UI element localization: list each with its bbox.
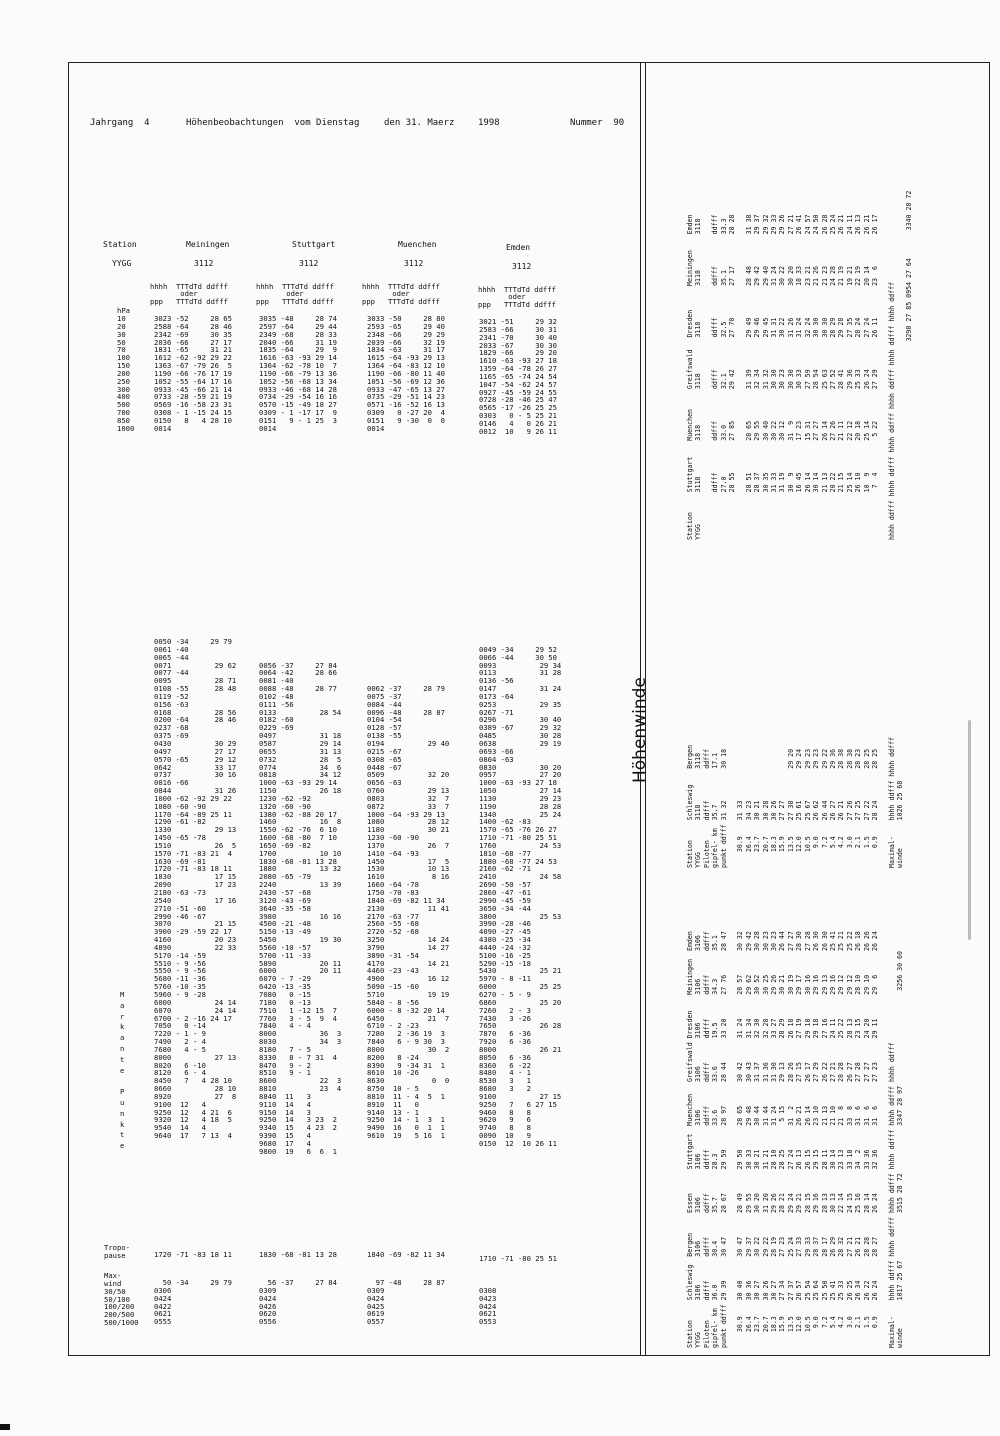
hoehenwinde-title: Höhenwinde [630,677,650,783]
maxwind-values: 50 -34 29 79 0306 0424 0422 0621 0555 [154,1278,232,1327]
report-title: Höhenbeobachtungen vom Dienstag [186,118,360,128]
column-header: hhhh TTTdTd ddfff [150,282,228,291]
significant-points-emden: 0049 -34 29 52 0066 -44 30 50 0093 29 34 0113 31 28 0136 -56 0147 31 24 0173 -64 0253 29 35 0267 -71 0296 30 40 0389 -67 29 32 0485 30 28 0638 29 19 0693 -66 0804 -63 0830 30 20 0957 27 20 1000 -63 -93 27 18 1050 27 14 1130 29 23 1190 28 28 1340 25 24 1400 -62 -83 1570 -65 -76 26 27 1710 -71 -80 25 51 1760 24 53 1810 -68 -77 1880 -68 -77 24 53 2160 -62 -71 2410 24 58 2690 -50 -57 2860 -47 -61 2990 -45 -59 3650 -34 -44 3800 25 53 3990 -28 -46 4090 -27 -45 4380 -25 -34 4440 -24 -32 5100 -16 -25 5290 -15 -18 5430 25 21 5970 - 8 -11 6000 25 25 6270 - 5 - 9 6860 25 20 7260 2 - 3 7430 3 -26 7650 26 28 7870 6 -36 7920 6 -36 8000 26 21 8050 6 -36 8360 6 -22 8480 4 - 1 8530 3 1 8680 3 2 9100 27 15 9250 7 6 27 15 9460 8 8 9620 9 6 9740 8 8 0090 10 9 0150 12 10 26 11 [479,644,562,1148]
significant-points-stuttgart: 0056 -37 27 84 0064 -42 28 66 0081 -40 0088 -48 28 77 0102 -48 0111 -56 0133 28 54 0182 -60 0229 -69 0497 31 18 0587 29 14 0655 31 13 0732 28 5 0774 34 6 0818 34 12 1000 -63 -93 29 14 1150 26 18 1230 -62 -92 1320 -60 -90 1380 -62 -88 20 17 1460 16 8 1550 -62 -76 6 10 1600 -68 -80 7 10 1650 -69 -82 1700 10 10 1830 -68 -81 13 28 1880 13 32 2080 -65 -79 2240 13 39 2430 -57 -68 3120 -43 -69 3640 -35 -58 3980 16 16 4500 -21 -48 5150 -13 -49 5450 19 30 5560 -10 -57 5700 -11 -33 5890 20 11 6000 20 11 6070 - 7 -29 6420 -13 -35 7080 0 -15 7180 0 -13 7510 1 -12 15 7 7760 3 - 5 9 4 7840 4 - 4 8000 36 3 8030 34 3 8180 7 - 5 8330 8 - 7 31 4 8470 9 - 2 8510 9 - 1 8600 22 3 8810 23 4 8840 11 3 9110 14 4 9150 14 3 9250 14 3 23 2 9340 15 4 23 2 9390 15 4 9680 17 4 9800 19 6 6 1 [259,660,342,1156]
station-code: 3112 [194,259,214,268]
column-header: hhhh TTTdTd ddfff [256,282,334,291]
tropopause-value: 1720 -71 -83 18 11 [154,1250,232,1259]
report-date: den 31. Maerz [384,118,455,128]
column-header: oder [256,289,304,298]
jahrgang-label: Jahrgang 4 [90,118,150,128]
maxwind-values: 56 -37 27 84 0309 0424 0426 0620 0556 [259,1278,337,1327]
markante-punkte-label: M a r k a n t e P u n k t e [120,990,125,1151]
station-name: Stuttgart [292,240,336,249]
station-code: 3112 [299,259,319,268]
tropopause-value: 1840 -69 -82 11 34 [367,1250,445,1259]
report-number: Nummer 90 [570,118,625,128]
standard-levels-emden: 3021 -51 29 32 2583 -66 30 31 2341 -70 30 40 2033 -67 30 30 1829 -66 29 20 1610 -63 -93 27 18 1359 -64 -78 26 27 1165 -65 -74 24 54 1047 -54 -62 24 57 0927 -45 -59 24 55 0728 -28 -46 25 47 0565 -17 -26 25 25 0303 0 - 5 25 21 0146 4 0 26 21 0012 10 9 26 11 [479,317,557,436]
yygg-label: YYGG [112,259,132,268]
pressure-levels: 10 20 30 50 70 100 150 200 250 300 400 500 700 850 1000 [117,314,135,433]
station-label: Station [103,240,137,249]
report-year: 1998 [478,118,500,128]
pilot-winds-table-3118: Station Schleswig Bergen YYGG 3118 3118 Piloten ddfff ddfff gipfel- km 35.7 17.1 punkt ddfff 31 32 30 18 30.9 31 33 26.4 34 23 23.7 30 21 20.7 30 28 18.3 30 26 15.9 27 27 13.5 27 38 29 20 12.0 25 61 29 24 10.5 25 67 29 23 9.0 26 62 29 23 7.2 26 44 29 22 5.4 26 27 29 36 4.2 26 21 28 38 3.0 27 26 28 38 2.1 27 25 28 23 1.5 27 22 28 25 0.9 28 24 28 25 Maximal- hhhh ddfff hhhh ddfff winde 1026 25 68 [686,736,905,868]
standard-levels-muenchen: 3033 -50 28 80 2593 -65 29 40 2348 -66 29 29 2039 -66 32 19 1834 -63 31 17 1615 -64 -93 29 13 1364 -64 -83 12 10 1190 -66 -80 11 40 1051 -56 -69 12 36 0933 -47 -65 13 27 0735 -29 -51 14 23 0571 -16 -52 16 13 0309 0 -27 20 4 0151 9 -30 0 0 0014 [367,314,445,433]
column-header: ppp TTTdTd ddfff [362,297,440,306]
tropopause-value: 1830 -68 -81 13 28 [259,1250,337,1259]
station-name: Muenchen [398,240,437,249]
scan-mark [0,1424,10,1430]
station-name: Meiningen [186,240,230,249]
maxwind-values: 0308 0423 0424 0621 0553 [479,1285,497,1327]
station-code: 3112 [404,259,424,268]
column-header: hhhh TTTdTd ddfff [478,285,556,294]
upper-winds-table-3118: Station Stuttgart Muenchen Greifswald Dresden Meiningen Emden YYGG 3118 3118 3118 3118 3118 3118 ddfff ddfff ddfff ddfff ddfff ddfff 27.0 33.0 32.1 32.5 35.1 33.3 28 55 27 85 29 42 27 70 27 17 28 28 28 51 28 65 31 39 29 49 28 48 31 38 28 37 29 55 32 34 29 46 29 42 29 37 30 35 30 40 31 32 29 45 29 40 29 32 31 33 30 22 30 30 31 31 31 24 29 33 31 19 30 12 30 23 30 22 30 22 29 26 30 9 31 9 30 30 31 26 30 20 27 21 16 45 17 23 30 33 31 24 18 33 26 41 26 14 15 31 27 59 32 24 23 21 24 57 30 14 27 27 28 54 30 30 21 26 24 50 21 13 26 14 25 63 30 30 21 23 26 28 20 22 27 26 27 52 28 29 24 28 25 24 21 15 21 11 28 41 29 28 21 19 26 21 25 14 22 12 29 36 27 35 19 21 24 11 26 10 20 18 25 33 28 24 22 19 26 13 10 9 25 14 26 24 27 24 20 14 26 21 7 4 5 22 27 29 26 11 23 6 26 17 hhhh ddfff hhhh ddfff hhhh ddfff hhhh ddfff hhhh ddfff hhhh ddfff 3298 27 85 0954 27 64 3340 28 72 [686,190,913,540]
tropopause-label: Tropo- pause [104,1243,130,1260]
standard-levels-meiningen: 3023 -52 28 65 2588 -64 28 46 2342 -69 30 35 2036 -66 27 17 1831 -65 31 21 1612 -62 -92 29 22 1363 -67 -79 26 5 1190 -66 -76 17 19 1052 -55 -64 17 16 0933 -45 -66 21 14 0733 -28 -59 21 19 0569 -16 -58 23 31 0308 - 1 -15 24 15 0150 8 4 28 10 0014 [154,314,232,433]
column-header: oder [150,289,198,298]
tropopause-value: 1710 -71 -80 25 51 [479,1254,557,1263]
column-header: ppp TTTdTd ddfff [150,297,228,306]
column-header: hhhh TTTdTd ddfff [362,282,440,291]
maxwind-label: Max- wind 30/50 50/100 100/200 200/500 500/1000 [104,1271,139,1328]
significant-points-meiningen: 0050 -34 29 79 0061 -40 0065 -44 0071 29 62 0077 -44 0095 28 71 0108 -55 28 48 0119 -52 0156 -63 0168 28 56 0200 -64 28 46 0237 -68 0375 -69 0430 30 29 0497 27 17 0570 -65 29 12 0642 33 17 0737 30 16 0816 -66 0844 31 26 1000 -62 -92 29 22 1080 -60 -90 1170 -64 -89 25 11 1290 -61 -82 1330 29 13 1450 -65 -78 1510 26 5 1570 -71 -83 21 4 1630 -69 -81 1720 -71 -83 18 11 1830 17 15 2090 17 23 2180 -63 -73 2540 17 16 2710 -51 -60 2990 -46 -67 3070 21 15 3900 -29 -59 22 17 4160 20 23 4890 22 33 5170 -14 -59 5510 - 9 -56 5550 - 9 -56 5680 -11 -36 5760 -10 -35 5960 - 9 -28 6000 24 14 6070 24 14 6700 - 2 -16 24 17 7050 0 -14 7220 - 1 - 9 7490 2 - 4 7680 4 - 5 8000 27 13 8020 6 -10 8120 6 - 4 8450 7 4 28 10 8660 28 10 8920 27 8 9100 12 4 9250 12 4 21 6 9320 12 4 18 5 9540 14 4 9640 17 7 13 4 [154,637,237,1141]
standard-levels-stuttgart: 3035 -48 28 74 2597 -64 29 44 2349 -68 28 33 2040 -66 31 19 1835 -64 29 9 1616 -63 -93 29 14 1364 -62 -78 10 7 1190 -66 -79 13 36 1052 -56 -68 13 34 0933 -46 -68 14 28 0734 -29 -54 16 16 0570 -15 -49 18 27 0309 - 1 -17 17 9 0151 9 - 1 25 3 0014 [259,314,337,433]
hpa-label: hPa [117,306,130,315]
significant-points-muenchen: 0062 -37 28 79 0075 -37 0084 -44 0096 -48 28 87 0104 -54 0128 -57 0138 -55 0194 29 40 0215 -67 0308 -65 0448 -67 0509 32 20 0656 -63 0760 29 13 0803 32 7 0872 33 7 1000 -64 -93 29 13 1080 28 12 1180 30 21 1230 -60 -90 1370 26 7 1410 -64 -93 1450 17 5 1530 10 13 1610 8 16 1660 -64 -78 1750 -70 -83 1840 -69 -82 11 34 2130 11 41 2170 -63 -77 2560 -55 -68 2720 -52 -68 3250 14 24 3790 14 27 3890 -31 -54 4170 14 21 4460 -23 -43 4900 16 12 5090 -15 -60 5710 19 19 5840 - 8 -56 6000 - 8 -32 20 14 6450 21 7 6710 - 2 -23 7280 2 -36 19 3 7840 6 - 9 30 3 8000 30 2 8200 8 -24 8390 9 -34 31 1 8610 10 -26 8630 0 0 8750 10 - 5 8810 11 - 4 5 1 8910 11 0 9140 13 - 1 9250 14 - 1 3 1 9490 16 0 1 1 9610 19 5 16 1 [367,684,450,1141]
column-header: ppp TTTdTd ddfff [478,300,556,309]
upper-winds-table-3106: Station Schleswig Bergen Essen Stuttgart Muenchen Greifswald Dresden Meiningen Emden YYGG 3106 3106 3106 3106 3106 3106 3106 3106 3106 Piloten ddfff ddfff ddfff ddfff ddfff ddfff ddfff ddfff ddfff gipfel- km 36.0 30.4 35.7 28.3 33.6 33.6 19.5 34.3 35.1 punkt ddfff 29 39 30 47 28 67 29 59 28 97 28 44 33 20 27 76 28 47 30.9 30 40 30 47 28 49 29 50 28 65 30 42 31 24 28 57 30 32 26.4 30 36 29 37 29 55 30 33 29 48 30 43 31 34 29 62 29 42 23.7 30 27 30 22 30 20 30 21 30 44 31 37 32 30 30 52 30 28 20.7 30 26 29 22 31 20 31 21 31 44 31 36 32 28 30 25 30 23 18.3 30 27 28 19 29 26 28 10 31 24 31 30 33 27 29 26 30 23 15.9 27 34 27 23 28 21 28 25 5 15 29 13 28 29 30 21 26 44 13.5 27 37 25 24 29 24 27 24 31 2 28 26 26 18 30 19 27 27 12.0 26 57 27 33 29 21 26 13 26 21 27 15 27 19 29 17 28 30 10.5 25 54 29 33 28 15 26 15 26 14 26 17 29 18 30 16 27 28 9.0 25 64 28 37 29 16 29 15 23 10 27 29 29 18 29 16 26 30 7.2 25 50 28 17 28 13 28 11 21 13 26 22 27 16 29 13 26 30 5.4 25 41 26 29 30 13 30 14 21 10 27 21 24 11 29 16 25 41 4.2 25 33 28 32 22 14 23 13 21 8 28 28 25 22 29 12 25 21 3.0 26 25 27 21 24 15 33 18 33 8 26 27 28 13 29 12 25 22 2.1 26 34 26 21 25 16 34 2 31 6 27 28 23 15 28 10 26 18 1.5 26 22 28 28 28 14 33 36 31 6 27 27 24 20 29 10 26 26 0.9 26 24 28 27 26 24 32 36 31 6 27 23 29 11 29 6 26 24 Maximal- hhhh ddfff hhhh ddfff hhhh ddfff hhhh ddfff hhhh ddfff hhhh ddfff winde 1017 25 67 3515 28 72 3347 28 97 3256 30 60 [686,931,905,1348]
column-header: oder [478,292,526,301]
station-code: 3112 [512,262,532,271]
scan-artifact [968,720,971,940]
column-header: ppp TTTdTd ddfff [256,297,334,306]
station-name: Emden [506,243,531,252]
maxwind-values: 97 -48 28 87 0309 0424 0425 0619 0557 [367,1278,445,1327]
column-header: oder [362,289,410,298]
